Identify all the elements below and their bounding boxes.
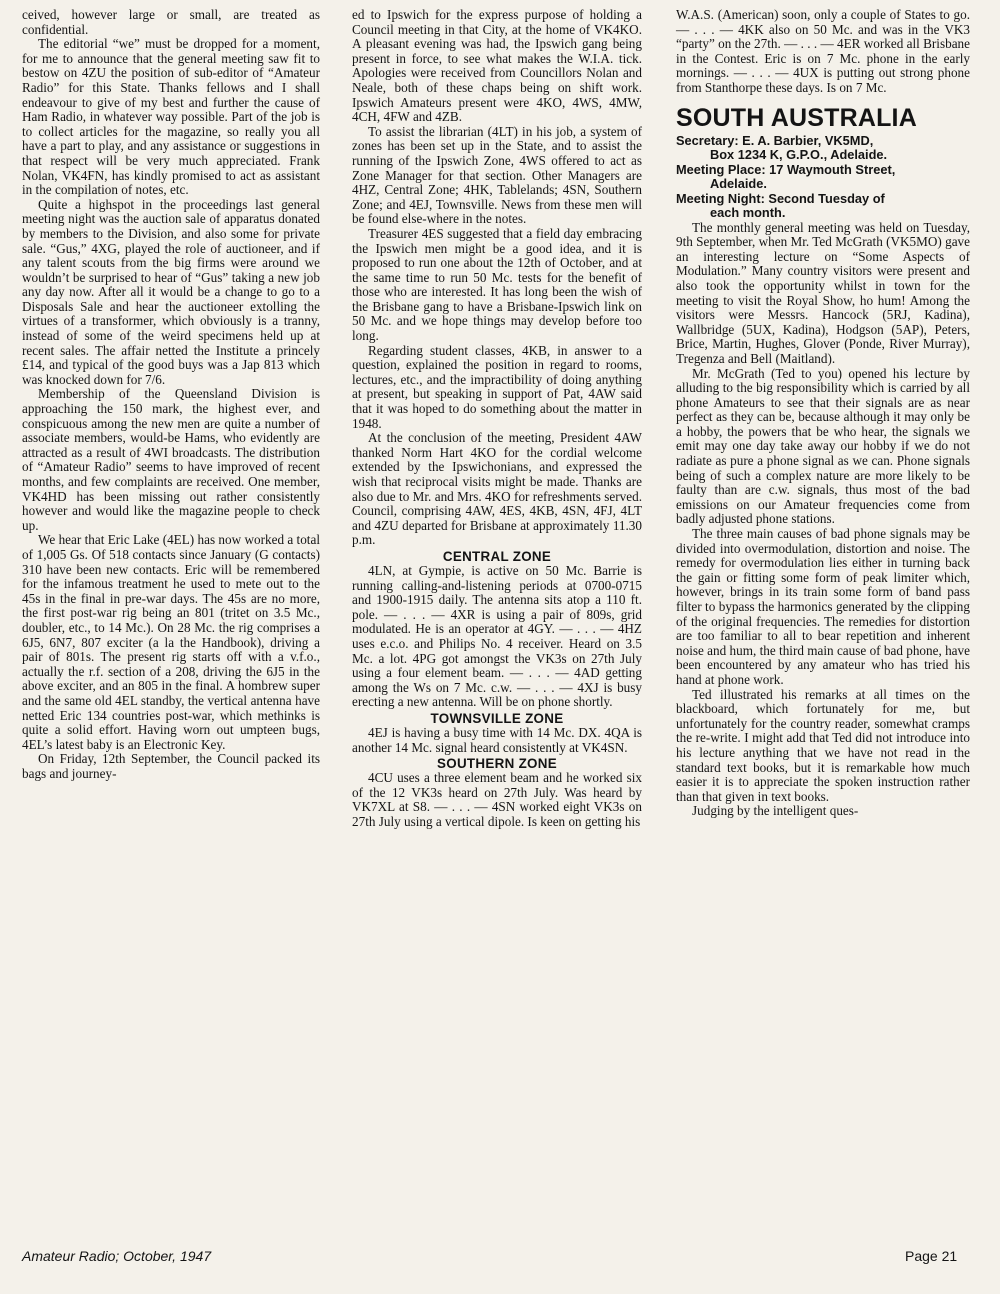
meeting-night-info xyxy=(676,192,970,221)
paragraph: Quite a highspot in the proceedings last general meeting night was the auction sale of apparatus donated by members to the Division, and also some for private sale. “Gus,” 4XG, played the role of auctioneer, and if any talent scouts from the big firms were around we wouldn’t be surprised to hear of “Gus” taking a new job any day now. After all it would be a change to go to a Disposals Sale and hear the auctioneer extolling the virtues of a transformer, which obviously is a tranny, instead of some of the weird specimens held up at recent sales. The affair netted the Institute a princely £14, and typical of the good buys was a Jap 813 which was knocked down for 7/6. xyxy=(22,196,320,387)
paragraph: Judging by the intelligent ques- xyxy=(692,803,859,819)
section-title-south-australia: SOUTH AUSTRALIA xyxy=(676,103,917,132)
paragraph: The monthly general meeting was held on Tuesday, 9th September, when Mr. Ted McGrath (VK5MO) gave an interesting lecture on “Some Aspects of Modulation.” Many country visitors were present and also took the opportunity whilst in town for the meeting to visit the Royal Show, ho hum! Among the visitors were Messrs. Hancock (5RJ, Kadina), Wallbridge (5UX, Kadina), Hodgson (5AP), Peters, Brice, Martin, Hughes, Glover (Ponde, River Murray), Tregenza and Bell (Maitland). xyxy=(676,219,970,366)
secretary-info xyxy=(676,134,970,163)
paragraph: 4EJ is having a busy time with 14 Mc. DX. 4QA is another 14 Mc. signal heard consistently at VK4SN. xyxy=(352,724,642,755)
paragraph: At the conclusion of the meeting, President 4AW thanked Norm Hart 4KO for the cordial welcome extended by the Ipswichonians, and expressed the wish that reciprocal visits might be made. Thanks are also due to Mr. and Mrs. 4KO for refreshments served. Council, comprising 4AW, 4ES, 4KB, 4SN, 4FJ, 4LT and 4ZU departed for Brisbane at approximately 11.30 p.m. xyxy=(352,430,642,548)
footer-publication: Amateur Radio; October, 1947 xyxy=(22,1248,212,1264)
paragraph: Regarding student classes, 4KB, in answer to a question, explained the position in regard to rooms, lectures, etc., and the impractibility of doing anything at present, but speaking in support of Pat, 4AW said that it was hoped to do something about the matter in 1948. xyxy=(352,342,642,431)
meeting-night-line: Meeting Night: Second Tuesday of xyxy=(676,190,885,206)
paragraph: On Friday, 12th September, the Council packed its bags and journey- xyxy=(22,751,320,781)
column-1 xyxy=(22,8,320,781)
paragraph: Treasurer 4ES suggested that a field day embracing the Ipswich men might be a good idea, and it is proposed to run one about the 12th of October, and at the same time to run 50 Mc. tests for the benefit of those who are interested. It has long been the wish of the Brisbane gang to have a Brisbane-Ipswich link on 50 Mc. and we hope things may develop before too long. xyxy=(352,225,642,344)
footer-page-number: Page 21 xyxy=(905,1248,958,1264)
column-3 xyxy=(676,8,970,819)
meeting-place-line: Meeting Place: 17 Waymouth Street, xyxy=(676,161,896,177)
section-heading-southern-zone: SOUTHERN ZONE xyxy=(437,756,557,772)
paragraph: 4LN, at Gympie, is active on 50 Mc. Barrie is running calling-and-listening periods at 0700-0715 and 1900-1915 daily. The antenna sits atop a 110 ft. pole. — . . . — 4XR is using a pair of 809s, grid modulated. He is an operator at 4GY. — . . . — 4HZ uses e.c.o. and Philips No. 4 receiver. Heard on 3.5 Mc. a lot. 4PG got amongst the VK3s on 27th July using a four element beam. — . . . — 4AD getting among the Ws on 7 Mc. c.w. — . . . — 4XJ is busy erecting a new antenna. Will be on phone shortly. xyxy=(352,562,642,710)
meeting-place-info xyxy=(676,163,970,192)
paragraph: We hear that Eric Lake (4EL) has now worked a total of 1,005 Gs. Of 518 contacts since January (G contacts) 310 have been new contacts. Eric will be remembered for the infamous treatment he used to mete out to the 45s in the final in pre-war days. The 45s are no more, the first post-war rig being an 801 (tritet on 3.5 Mc., doubler, etc., to 14 Mc.). On 28 Mc. the rig comprises a 6J5, 6N7, 807 exciter (a la the Handbook), driving a pair of 801s. The present rig starts off with a v.f.o., actually the r.f. section of a 208, driving the 6J5 in the above exciter, and an 805 in the final. A hombrew super and the same old 4EL standby, the vertical antenna have netted Eric 134 countries post-war, which methinks is quite a solid effort. Having worn out umpteen bugs, 4EL’s latest baby is an Electronic Key. xyxy=(22,532,320,752)
section-heading-central-zone: CENTRAL ZONE xyxy=(442,548,552,564)
paragraph: Membership of the Queensland Division is approaching the 150 mark, the highest ever, and conspicuous among the new men are quite a number of associate members, would-be Hams, who evidently are attracted as a result of 4WI broadcasts. The distribution of “Amateur Radio” seems to have improved of recent months, and few complaints are received. One member, VK4HD has been missing out rather consistently however and would like the magazine people to check up. xyxy=(22,386,320,533)
meeting-place-city: Adelaide. xyxy=(710,176,767,192)
section-heading-townsville-zone: TOWNSVILLE ZONE xyxy=(430,710,564,726)
column-2 xyxy=(352,8,642,829)
paragraph: The three main causes of bad phone signals may be divided into overmodulation, distortion and noise. The remedy for overmodulation lies either in turning back the gain or fitting some form of peak limiter which, however, brings in its train some form of band pass filter to bypass the harmonics generated by the clipping of the original frequencies. The remedies for distortion are too familiar to all to bear repetition and inherent noise and hum, the third main cause of bad phone, have been encountered by any amateur who has tried his hand at phone work. xyxy=(676,526,970,687)
paragraph: Mr. McGrath (Ted to you) opened his lecture by alluding to the big responsibility which is carried by all phone Amateurs to see that their signals are as near perfect as they can be, because although it may only be a hobby, the powers that be who hear, the signals we emit may one day take away our hobby if we do not radiate as pure a phone signal as we can. Phone signals being of such a complex nature are more likely to be faulty than are c.w. signals, thus most of the bad emissions on our Amateur frequencies come from badly adjusted phone stations. xyxy=(676,365,970,527)
paragraph: To assist the librarian (4LT) in his job, a system of zones has been set up in the State, and to assist the running of the Ipswich Zone, 4WS offered to act as Zone Manager for that section. Other Managers are 4HZ, Central Zone; 4HK, Tablelands; 4SN, Southern Zone; and 4EJ, Townsville. News from these men will be found else-where in the notes. xyxy=(352,123,642,227)
paragraph: ceived, however large or small, are treated as confidential. xyxy=(22,7,320,37)
paragraph: 4CU uses a three element beam and he worked six of the 12 VK3s heard on 27th July. Was heard by VK7XL at S8. — . . . — 4SN worked eight VK3s on 27th July using a vertical dipole. Is keen on getting his xyxy=(352,770,642,829)
paragraph: The editorial “we” must be dropped for a moment, for me to announce that the general meeting saw fit to bestow on 4ZU the position of sub-editor of “Amateur Radio” for this State. Thanks fellows and I shall endeavour to give of my best and further the cause of Ham Radio, in whatever way possible. Part of the job is to collect articles for the magazine, so really you all have a part to play, and any assistance or suggestions in that respect will be very much appreciated. Frank Nolan, VK4FN, has kindly promised to act as assistant in the compilation of notes, etc. xyxy=(22,36,320,198)
paragraph: W.A.S. (American) soon, only a couple of States to go. — . . . — 4KK also on 50 Mc. and was in the VK3 “party” on the 27th. — . . . — 4ER worked all Brisbane in the Contest. Eric is on 7 Mc. phone in the early mornings. — . . . — 4UX is putting out strong phone from Stanthorpe these days. Is on 7 Mc. xyxy=(676,7,970,95)
paragraph: Ted illustrated his remarks at all times on the blackboard, which fortunately for me, but unfortunately for the country reader, somewhat cramps the re-write. I might add that Ted did not introduce into his lecture anything that we have not read in the standard text books, but it is remarkable how much easier it is to appreciate the spoken instruction rather than that given in text books. xyxy=(676,686,970,804)
secretary-address: Box 1234 K, G.P.O., Adelaide. xyxy=(710,147,888,163)
meeting-night-cont: each month. xyxy=(710,205,786,221)
paragraph: ed to Ipswich for the express purpose of holding a Council meeting in that City, at the home of VK4KO. A pleasant evening was had, the Ipswich gang being present in force, to see what makes the W.I.A. tick. Apologies were received from Councillors Nolan and Neale, both of these chaps being on shift work. Ipswich Amateurs present were 4KO, 4WS, 4MW, 4CH, 4FW and 4ZB. xyxy=(352,7,642,125)
secretary-line: Secretary: E. A. Barbier, VK5MD, xyxy=(676,132,874,148)
